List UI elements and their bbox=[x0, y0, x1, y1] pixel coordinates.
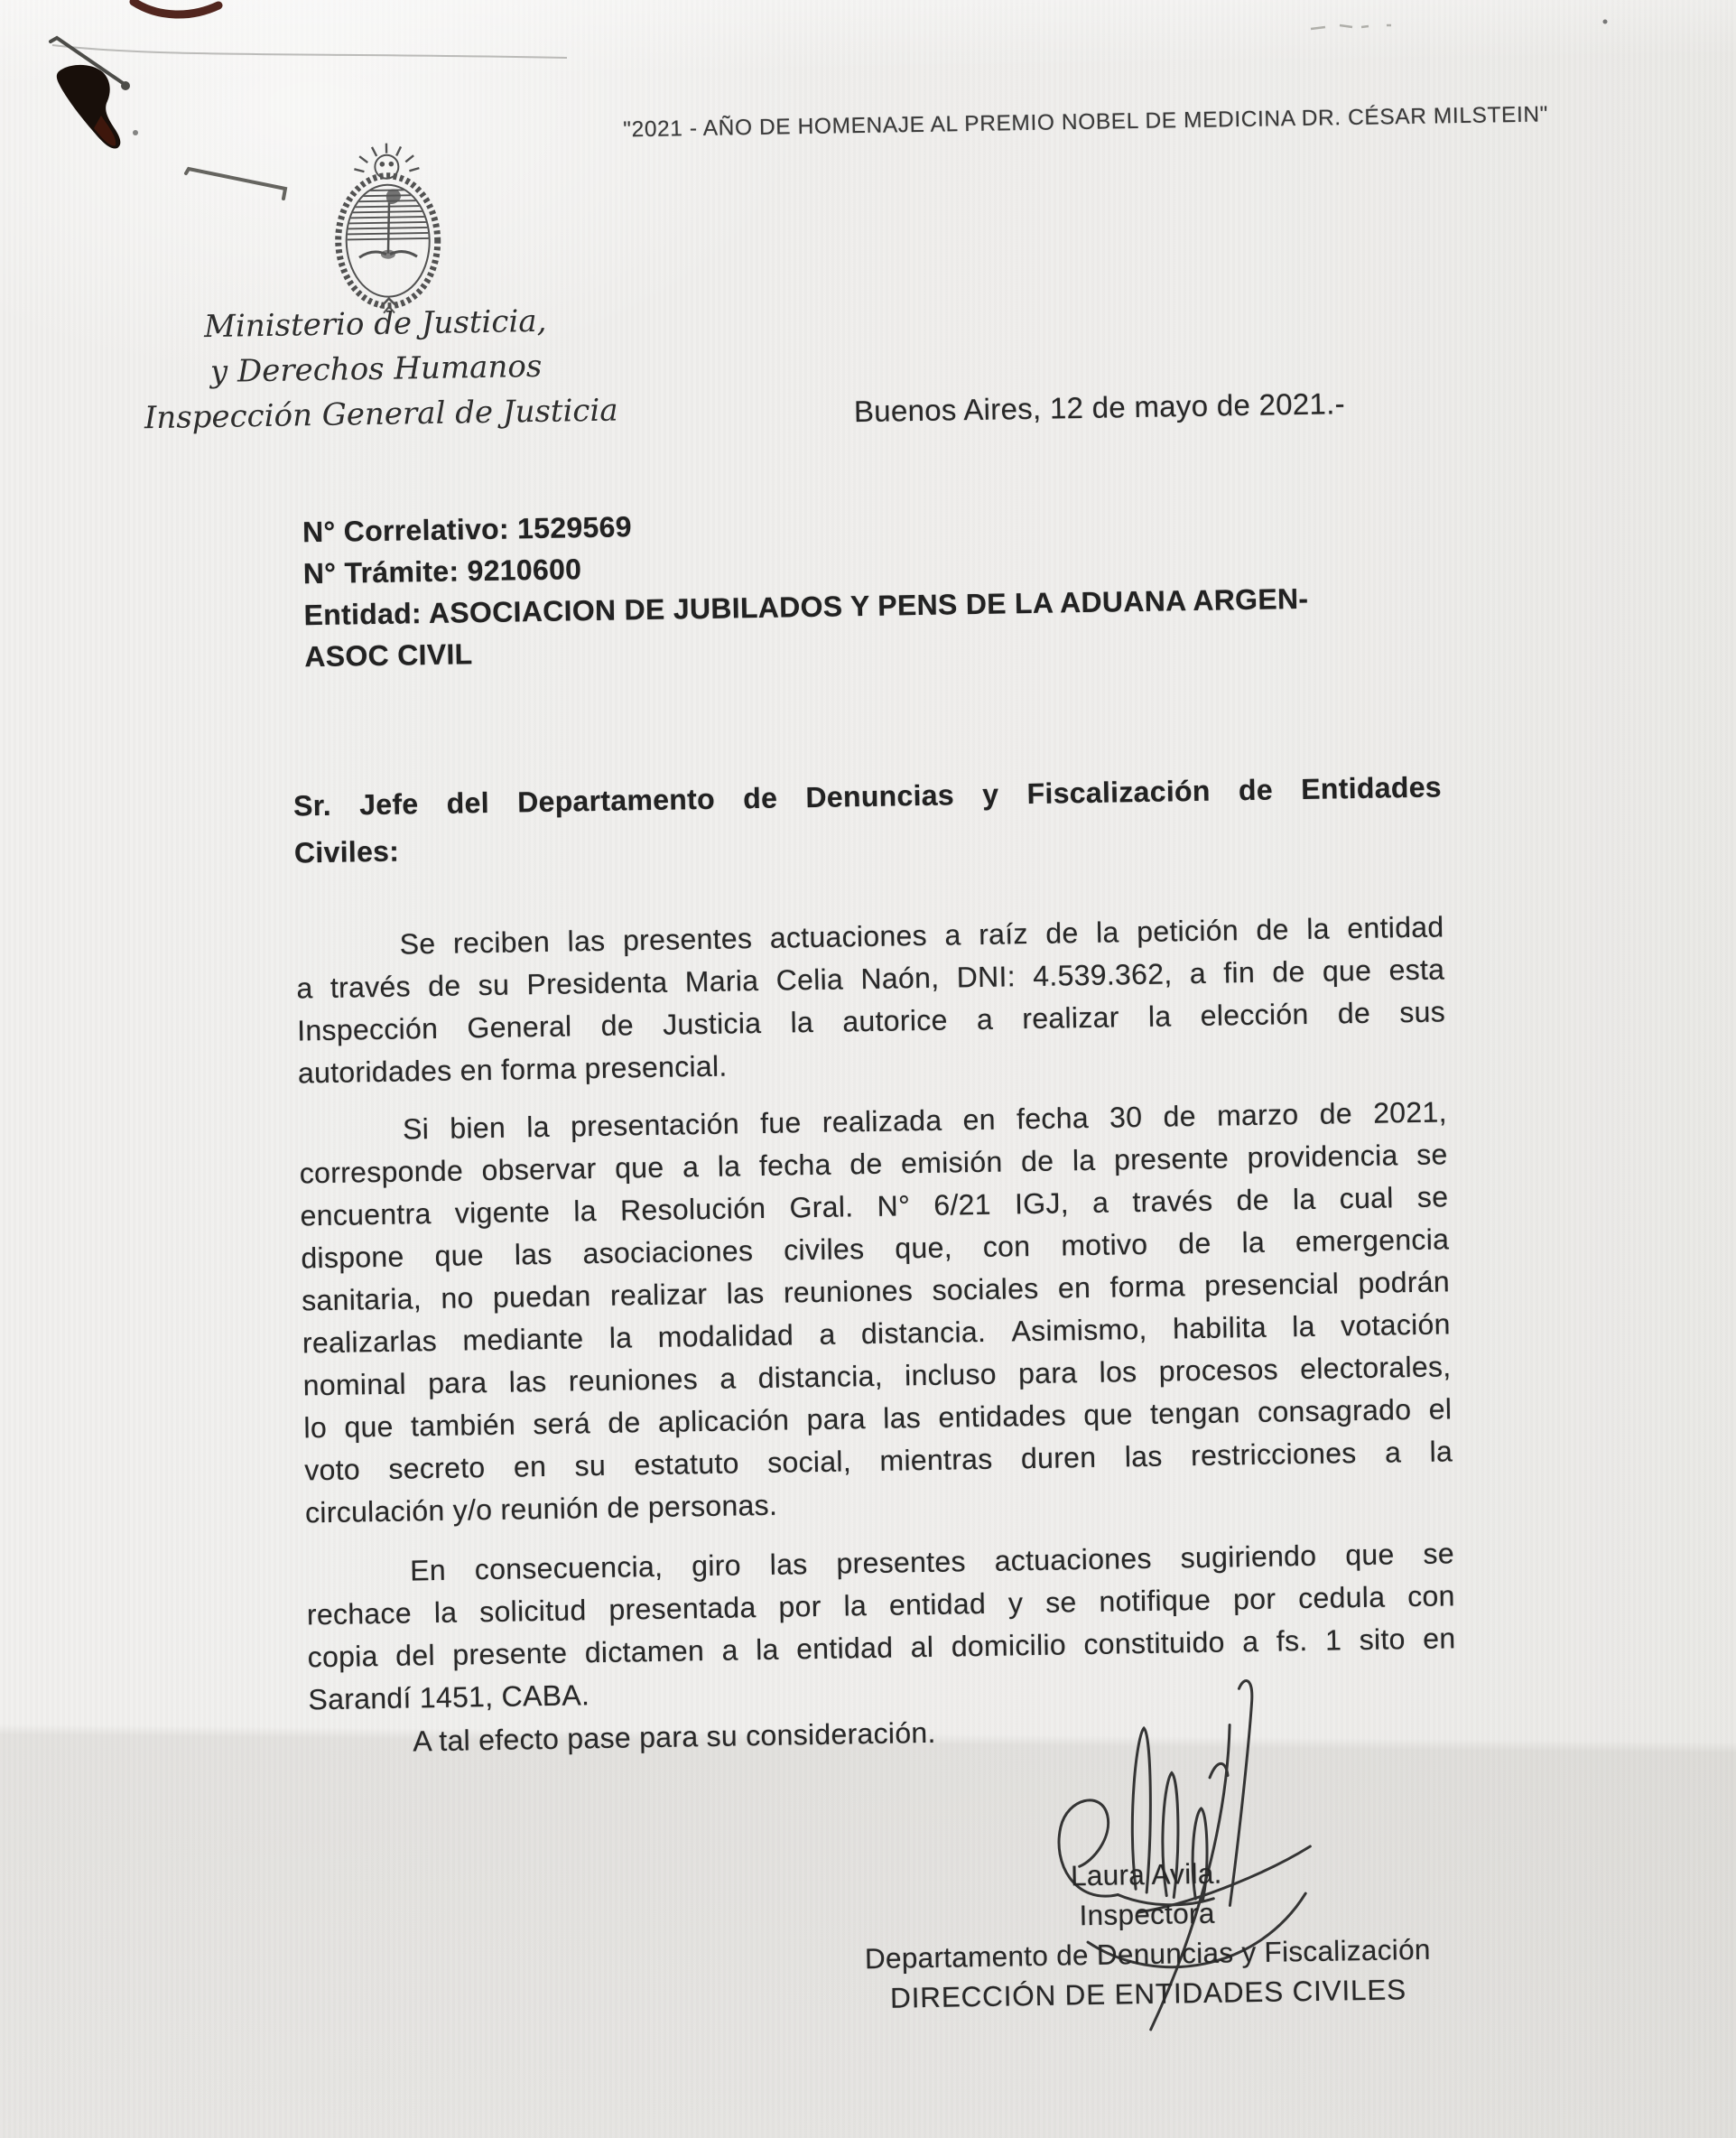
signer-title: Inspectora bbox=[1079, 1896, 1215, 1932]
header-motto: "2021 - AÑO DE HOMENAJE AL PREMIO NOBEL DE MEDICINA DR. CÉSAR MILSTEIN" bbox=[623, 102, 1549, 143]
text-line: Se reciben las presentes actuaciones a raíz de la petición de la entidad bbox=[399, 910, 1444, 961]
text-line: Sr. Jefe del Departamento de Denuncias y Fiscalización de Entidades bbox=[292, 770, 1443, 823]
text-line: encuentra vigente la Resolución Gral. N° 6/21 IGJ, a través de la cual se bbox=[300, 1180, 1449, 1232]
signer-direction: DIRECCIÓN DE ENTIDADES CIVILES bbox=[889, 1973, 1407, 2014]
text-line: ASOC CIVIL bbox=[304, 637, 473, 674]
phrygian-cap bbox=[387, 190, 400, 203]
text-line: y Derechos Humanos bbox=[209, 348, 543, 390]
text-line: voto secreto en su estatuto social, mientras duren las restricciones a la bbox=[303, 1435, 1453, 1487]
addressee-block bbox=[293, 770, 1444, 883]
signer-name: Laura Avila. bbox=[1070, 1856, 1222, 1892]
text-line: Inspección General de Justicia bbox=[144, 392, 618, 437]
signature-block bbox=[858, 1854, 1438, 2022]
text-line: Si bien la presentación fue realizada en fecha 30 de marzo de 2021, bbox=[402, 1095, 1448, 1146]
text-line: copia del presente dictamen a la entidad al domicilio constituido a fs. 1 sito en bbox=[307, 1622, 1456, 1674]
text-line: Entidad: ASOCIACION DE JUBILADOS Y PENS DE LA ADUANA ARGEN- bbox=[303, 581, 1309, 632]
text-line: autoridades en forma presencial. bbox=[297, 1049, 728, 1090]
text-line: N° Trámite: 9210600 bbox=[302, 553, 582, 590]
text-line: dispone que las asociaciones civiles que, con motivo de la emergencia bbox=[301, 1222, 1450, 1275]
paragraph-2 bbox=[299, 1095, 1454, 1538]
pike-pole bbox=[387, 203, 390, 254]
signer-department: Departamento de Denuncias y Fiscalización bbox=[864, 1932, 1431, 1975]
text-line: circulación y/o reunión de personas. bbox=[304, 1488, 778, 1529]
text-line: rechace la solicitud presentada por la entidad y se notifique por cedula con bbox=[306, 1579, 1455, 1631]
paragraph-1 bbox=[295, 910, 1446, 1099]
text-line: corresponde observar que a la fecha de emisión de la presente providencia se bbox=[299, 1138, 1448, 1190]
text-line: Sarandí 1451, CABA. bbox=[308, 1678, 590, 1716]
sun-rays bbox=[354, 143, 420, 172]
text-line: realizarlas mediante la modalidad a distancia. Asimismo, habilita la votación bbox=[302, 1307, 1451, 1360]
reference-block bbox=[302, 497, 1444, 682]
text-line: Ministerio de Justicia, bbox=[203, 302, 547, 346]
letterhead-org-name bbox=[143, 302, 618, 446]
paragraph-3 bbox=[306, 1537, 1457, 1725]
text-line: a través de su Presidenta Maria Celia Naón, DNI: 4.539.362, a fin de que esta bbox=[296, 953, 1445, 1005]
text-line: sanitaria, no puedan realizar las reuniones sociales en forma presencial podrán bbox=[301, 1265, 1451, 1317]
date-line: Buenos Aires, 12 de mayo de 2021.- bbox=[853, 386, 1346, 429]
closing-line: A tal efecto pase para su consideración. bbox=[412, 1715, 936, 1758]
text-line: En consecuencia, giro las presentes actuaciones sugiriendo que se bbox=[409, 1537, 1455, 1587]
argentine-coat-of-arms-emblem bbox=[330, 139, 446, 317]
text-line: Inspección General de Justicia la autorice a realizar la elección de sus bbox=[296, 995, 1446, 1047]
text-line: N° Correlativo: 1529569 bbox=[302, 510, 633, 549]
text-line: lo que también será de aplicación para las entidades que tengan consagrado el bbox=[303, 1392, 1453, 1445]
text-line: Civiles: bbox=[293, 834, 400, 869]
text-line: nominal para las reuniones a distancia, incluso para los procesos electorales, bbox=[302, 1350, 1452, 1402]
